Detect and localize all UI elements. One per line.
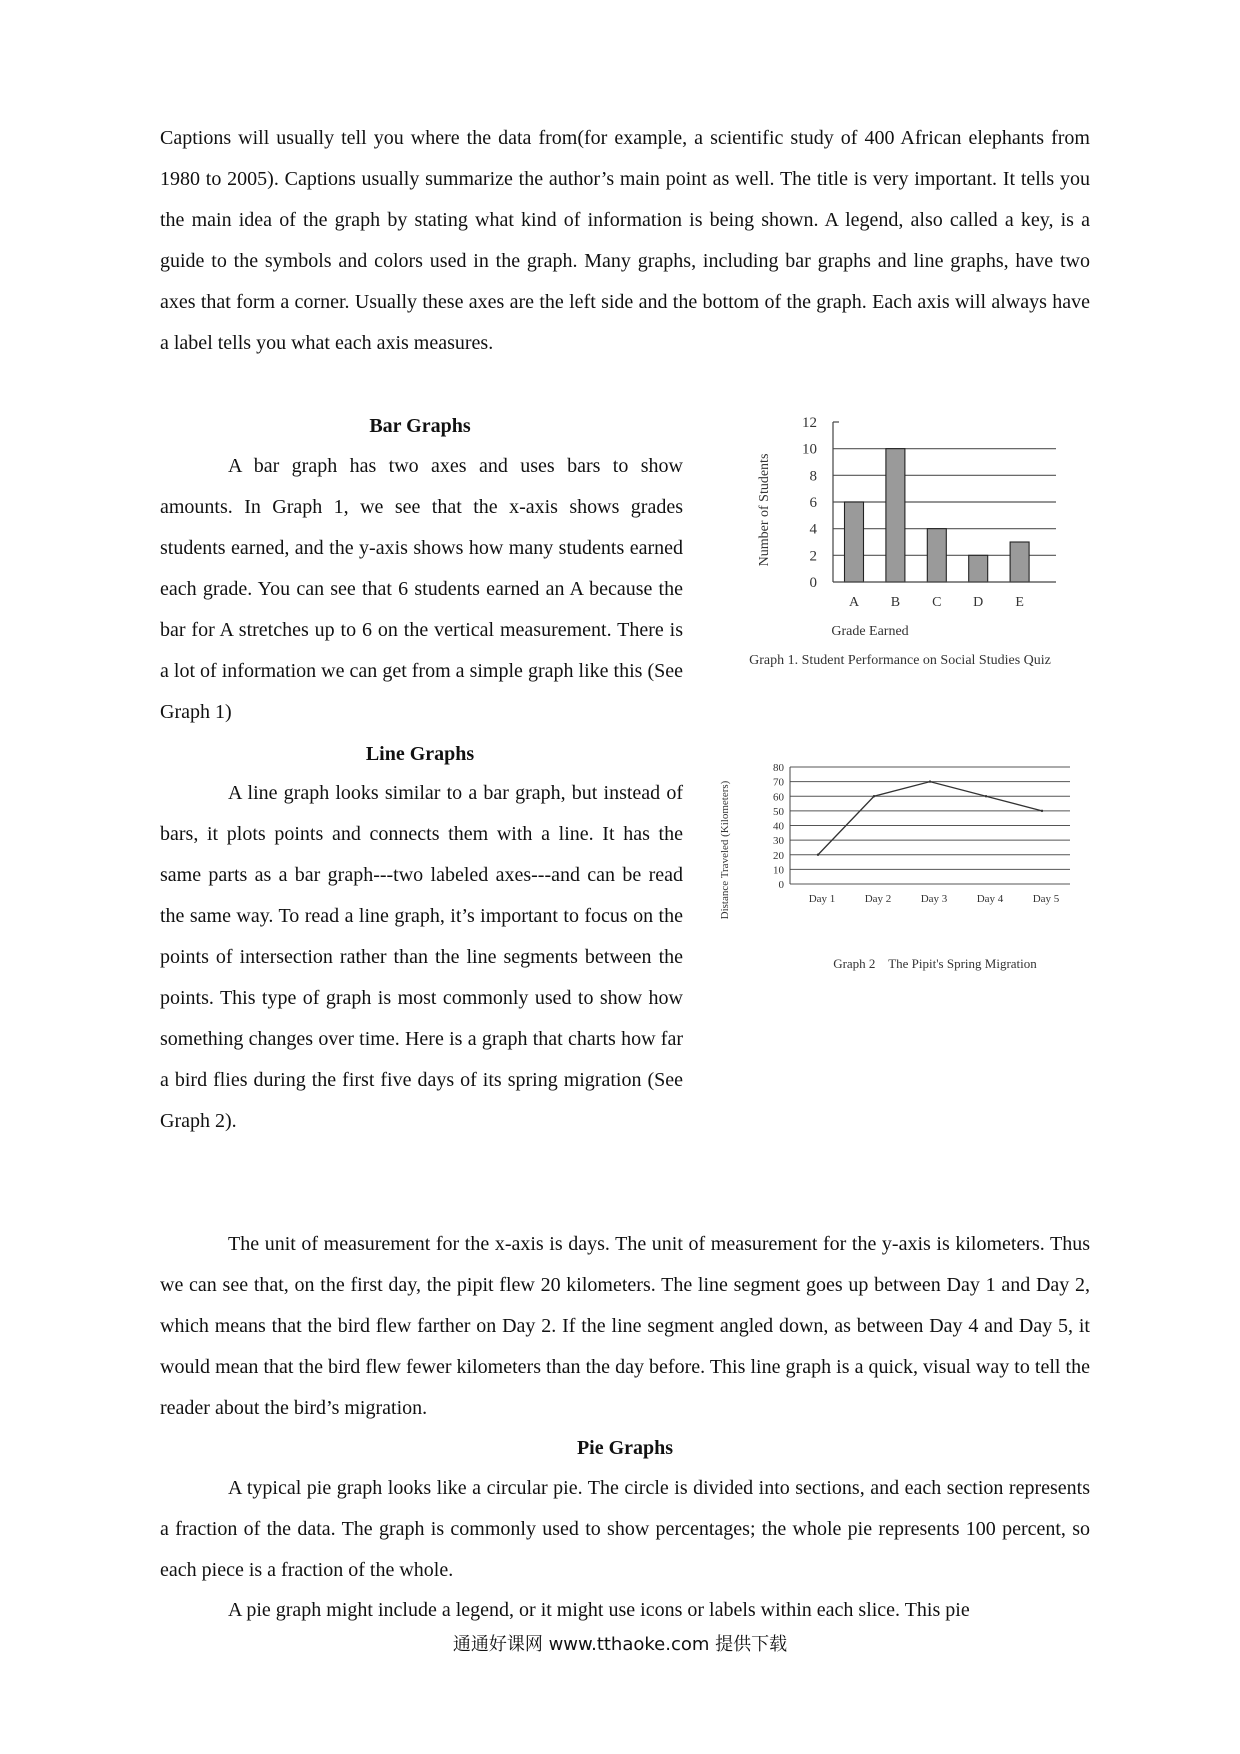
data-point [929, 780, 931, 782]
bar-d [969, 555, 988, 582]
data-point [873, 795, 875, 797]
x-tick-label: A [848, 595, 860, 610]
y-axis-label: Number of Students [757, 453, 772, 567]
y-tick-label: 0 [778, 879, 784, 891]
pie-graphs-heading: Pie Graphs [576, 1437, 674, 1459]
y-tick-label: 10 [802, 441, 817, 458]
y-axis-label: Distance Traveled (Kilometers) [719, 780, 731, 920]
y-tick-label: 50 [773, 805, 784, 818]
y-tick-label: 80 [773, 762, 784, 774]
y-tick-label: 30 [773, 835, 784, 848]
series-line [818, 782, 1042, 855]
x-tick-label: Day 3 [920, 893, 948, 905]
intro-paragraph: Captions will usually tell you where the data from(for example, a scientific study of 400 African elephants from 1980 to 2005). Captions usually summarize the author’s main point as well. The title is very important. It tells you the main idea of the graph by stating what kind of information is being shown. A legend, also called a key, is a guide to the symbols and colors used in the graph. Many graphs, including bar graphs and line graphs, have two axes that form a corner. Usually these axes are the left side and the bottom of the graph. Each axis will always have a label tells you what each axis measures. [160, 127, 1090, 354]
y-tick-label: 0 [809, 575, 817, 591]
y-tick-label: 60 [773, 791, 784, 804]
bar-graphs-paragraph: A bar graph has two axes and uses bars to show amounts. In Graph 1, we see that the x-axis shows grades students earned, and the y-axis shows how many students earned each grade. You can see that 6 students earned an A because the bar for A stretches up to 6 on the vertical measurement. There is a lot of information we can get from a simple graph like this (See Graph 1) [160, 455, 683, 723]
bar-c [927, 529, 946, 582]
y-tick-label: 40 [773, 820, 784, 833]
y-tick-label: 6 [809, 495, 817, 511]
x-axis-label: Grade Earned [831, 624, 909, 639]
x-tick-label: Day 1 [808, 893, 836, 905]
footer-watermark: 通通好课网 www.tthaoke.com 提供下载 [452, 1634, 788, 1655]
bar-b [886, 449, 905, 582]
y-tick-label: 4 [809, 521, 817, 538]
line-graphs-heading: Line Graphs [365, 743, 475, 765]
data-point [817, 854, 819, 856]
x-tick-label: Day 5 [1032, 893, 1060, 905]
bar-a [845, 502, 864, 582]
y-tick-label: 20 [773, 849, 784, 862]
x-tick-label: B [890, 595, 901, 610]
y-tick-label: 2 [809, 548, 817, 565]
graph-1-bar-chart [720, 410, 1080, 680]
data-point [1041, 810, 1043, 812]
measurement-paragraph: The unit of measurement for the x-axis is days. The unit of measurement for the y-axis is kilometers. Thus we can see that, on the first day, the pipit flew 20 kilometers. The line segment goes up between Day 1 and Day 2, which means that the bird flew farther on Day 2. If the line segment angled down, as between Day 4 and Day 5, it would mean that the bird flew fewer kilometers than the day before. This line graph is a quick, visual way to tell the reader about the bird’s migration. [160, 1233, 1090, 1419]
graph-2-caption: Graph 2 The Pipit's Spring Migration [833, 956, 1037, 971]
pie-graphs-paragraph-1: A typical pie graph looks like a circular pie. The circle is divided into sections, and each section represents a fraction of the data. The graph is commonly used to show percentages; the whole pie represents 100 percent, so each piece is a fraction of the whole. [160, 1477, 1090, 1581]
x-tick-label: C [932, 595, 942, 610]
y-tick-label: 8 [809, 468, 817, 485]
pie-graphs-paragraph-2: A pie graph might include a legend, or it might use icons or labels within each slice. This pie [228, 1599, 970, 1621]
y-tick-label: 12 [802, 415, 817, 431]
x-tick-label: Day 2 [864, 893, 892, 905]
graph-2-line-chart [710, 758, 1070, 988]
y-tick-label: 70 [773, 776, 784, 789]
y-tick-label: 10 [773, 864, 784, 877]
line-graphs-paragraph: A line graph looks similar to a bar graph, but instead of bars, it plots points and connects them with a line. It has the same parts as a bar graph---two labeled axes---and can be read the same way. To read a line graph, it’s important to focus on the points of intersection rather than the line segments between the points. This type of graph is most commonly used to show how something changes over time. Here is a graph that charts how far a bird flies during the first five days of its spring migration (See Graph 2). [160, 782, 683, 1132]
data-point [985, 795, 987, 797]
x-tick-label: D [973, 595, 984, 610]
bar-e [1010, 542, 1029, 582]
x-tick-label: E [1015, 595, 1024, 610]
x-tick-label: Day 4 [976, 893, 1004, 905]
bar-graphs-heading: Bar Graphs [369, 415, 471, 437]
graph-1-caption: Graph 1. Student Performance on Social Studies Quiz [749, 653, 1051, 668]
